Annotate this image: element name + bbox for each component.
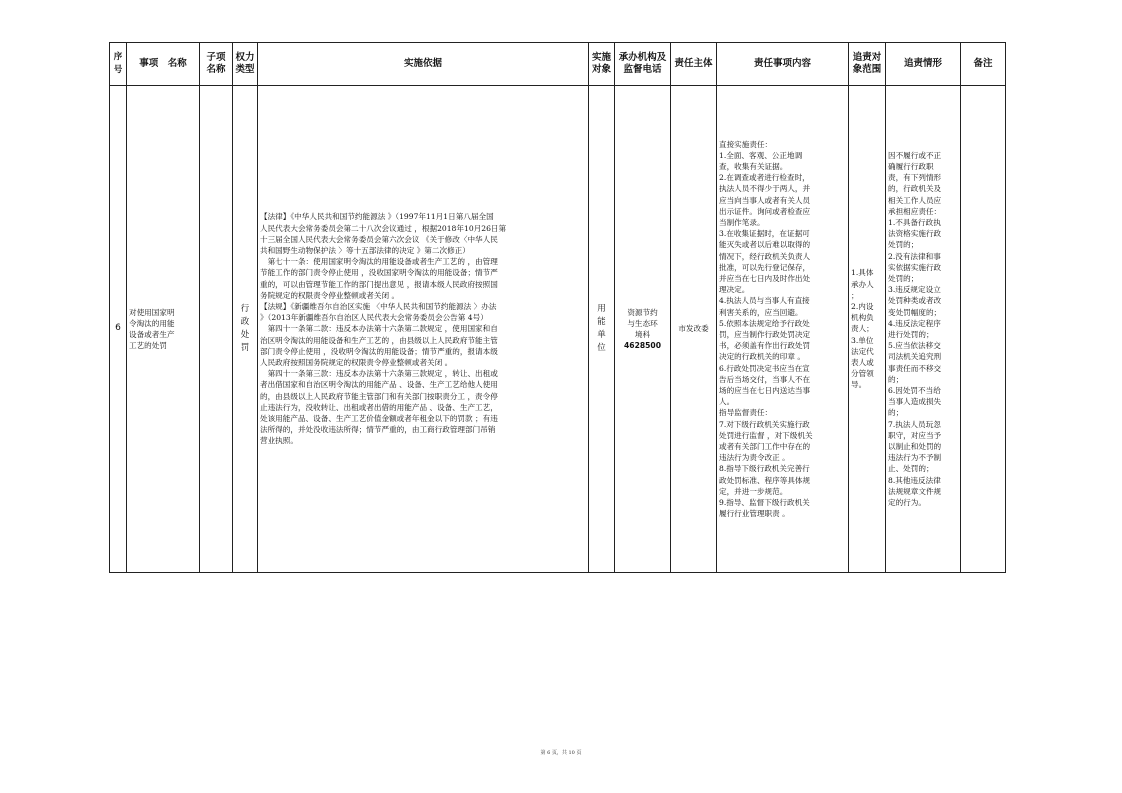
header-remark: 备注	[961, 43, 1006, 86]
content-line: 直接实施责任：	[719, 139, 773, 149]
basis-line: 重的，可以由管理节能工作的部门提出意见 ，报请本级人民政府按照国	[260, 279, 498, 289]
circumstances-line: 责，有下列情形	[888, 173, 942, 183]
circumstances-line: 因不履行或不正	[888, 150, 942, 160]
header-basis: 实施依据	[258, 43, 589, 86]
circumstances-line: 4.违反法定程序	[888, 318, 941, 328]
basis-line: 人民政府按照国务院规定的权限责令停业整顿或者关闭 。	[260, 358, 453, 367]
content-line: 9.指导、监督下级行政机关	[719, 498, 810, 508]
circumstances-line: 2.没有法律和事	[888, 251, 941, 261]
circumstances-line: 以制止和处罚的	[888, 442, 942, 452]
header-content: 责任事项内容	[717, 43, 849, 86]
content-line: 8.指导下级行政机关完善行	[719, 464, 810, 474]
basis-line: 》（2013年新疆维吾尔自治区人民代表大会常务委员会公告第 4号）	[260, 313, 488, 323]
basis-line: 十三届全国人民代表大会常务委员会第六次会议 《关于修改〈中华人民	[260, 234, 498, 244]
cell-agency	[615, 86, 671, 573]
circumstances-line: 5.应当依法移交	[888, 341, 941, 351]
cell-subject: 市发改委	[671, 86, 717, 573]
item-name-line: 对使用国家明	[129, 307, 175, 317]
content-line: 出示证件。询问或者检查应	[719, 206, 811, 216]
content-line: 指导监督责任：	[719, 408, 773, 418]
cell-remark	[961, 86, 1006, 573]
circumstances-line: 法规规章文件规	[888, 486, 942, 496]
content-line: 定，并进一步规范。	[719, 486, 788, 496]
table-row	[110, 86, 1006, 573]
basis-line: 【法规】《新疆维吾尔自治区实施 〈中华人民共和国节约能源法 〉办法	[260, 301, 497, 311]
scope-line: 表人或	[851, 358, 874, 367]
circumstances-line: 司法机关追究刑	[888, 352, 942, 362]
circumstances-line: 的；	[888, 374, 904, 384]
basis-line: 人民代表大会常务委员会第二十八次会议通过 ，根据2018年10月26日第	[260, 223, 507, 233]
agency-text	[615, 307, 670, 341]
circumstances-line: 3.违反规定设立	[888, 285, 941, 295]
basis-line: 第四十一条第二款：违反本办法第十六条第二款规定 ，使用国家和自	[260, 324, 498, 334]
content-line: 场的应当在七日内送达当事	[719, 386, 811, 396]
agency-phone: 4628500	[624, 341, 661, 351]
header-target: 实施对象	[589, 43, 615, 86]
circumstances-line: 职守，对应当予	[888, 430, 942, 440]
content-line: 并应当在七日内及时作出处	[719, 273, 811, 283]
circumstances-text	[886, 150, 960, 509]
content-text	[717, 139, 848, 520]
scope-line: ；	[851, 290, 859, 300]
circumstances-line: 处罚的；	[888, 273, 919, 283]
basis-line: 【法律】《中华人民共和国节约能源法 》（1997年11月1日第八届全国	[260, 212, 494, 222]
circumstances-line: 当事人造成损失	[888, 397, 942, 407]
circumstances-line: 进行处罚的；	[888, 330, 934, 339]
content-line: 或者有关部门工作中存在的	[719, 442, 811, 452]
basis-line: 第七十一条：使用国家明令淘汰的用能设备或者生产工艺的 ，由管理	[260, 257, 498, 267]
item-name-line: 工艺的处罚	[129, 341, 167, 351]
agency-line: 境科	[634, 330, 651, 339]
header-scope: 追责对象范围	[849, 43, 886, 86]
scope-line: 分管领	[851, 369, 874, 379]
header-subject: 责任主体	[671, 43, 717, 86]
circumstances-line: 承担相应责任：	[888, 206, 942, 216]
content-line: 人。	[719, 397, 735, 407]
basis-line: 的，由县级以上人民政府节能主管部门和有关部门按职责分工 ，责令停	[260, 391, 498, 401]
cell-target: 用能单位	[589, 86, 615, 573]
content-line: 政处罚标准、程序等具体规	[719, 475, 811, 485]
scope-line: 法定代	[851, 346, 874, 356]
scope-line: 3.单位	[851, 335, 874, 345]
scope-line: 责人；	[851, 324, 874, 334]
responsibility-table	[109, 42, 1006, 573]
basis-line: 处该用能产品、设备、生产工艺价值金额或者年租金以下的罚款 ；有违	[260, 414, 498, 424]
content-line: 5.依照本法规定给予行政处	[719, 318, 810, 328]
item-name-line: 令淘汰的用能	[129, 318, 175, 328]
circumstances-line: 1.不具备行政执	[888, 217, 941, 227]
circumstances-line: 止、处罚的；	[888, 464, 934, 474]
circumstances-line: 变处罚幅度的；	[888, 307, 942, 317]
content-line: 批准，可以先行登记保存，	[719, 262, 811, 272]
content-line: 履行行业管理职责 。	[719, 509, 790, 519]
basis-text	[258, 211, 588, 446]
basis-line: 治区明令淘汰的用能设备和生产工艺的 ，由县级以上人民政府节能主管	[260, 335, 498, 345]
circumstances-line: 8.其他违反法律	[888, 475, 941, 485]
basis-line: 节能工作的部门责令停止使用 ，没收国家明令淘汰的用能设备；情节严	[260, 268, 498, 278]
content-line: 查，收集有关证据。	[719, 161, 788, 171]
scope-line: 机构负	[851, 313, 874, 323]
cell-item-name	[127, 86, 200, 573]
header-item-name: 事项 名称	[127, 43, 200, 86]
content-line: 书，必须盖有作出行政处罚	[719, 341, 811, 351]
cell-basis	[258, 86, 589, 573]
circumstances-line: 事责任而不移交	[888, 363, 942, 373]
scope-line: 承办人	[851, 279, 874, 289]
header-agency: 承办机构及监督电话	[615, 43, 671, 86]
scope-line: 1.具体	[851, 268, 874, 278]
basis-line: 营业执照。	[260, 436, 298, 446]
circumstances-line: 处罚的；	[888, 240, 919, 250]
cell-scope	[849, 86, 886, 573]
circumstances-line: 相关工作人员应	[888, 195, 942, 205]
agency-line: 资源节约	[627, 307, 658, 317]
header-sub-item-name: 子项名称	[200, 43, 233, 86]
content-line: 应当向当事人或者有关人员	[719, 195, 811, 205]
circumstances-line: 6.因处罚不当给	[888, 386, 941, 396]
content-line: 处罚进行监督 ，对下级机关	[719, 430, 813, 440]
scope-line: 2.内设	[851, 301, 874, 311]
cell-content	[717, 86, 849, 573]
cell-sub-item-name	[200, 86, 233, 573]
circumstances-line: 法资格实施行政	[888, 229, 942, 239]
content-line: 当制作笔录。	[719, 217, 765, 227]
header-row	[110, 43, 1006, 86]
circumstances-line: 的；	[888, 408, 904, 418]
content-line: 4.执法人员与当事人有直接	[719, 296, 810, 306]
content-line: 能灭失或者以后难以取得的	[719, 240, 811, 250]
content-line: 告后当场交付，当事人不在	[719, 374, 811, 384]
basis-line: 第四十一条第三款：违反本办法第十六条第三款规定 ，转让、出租或	[260, 369, 498, 379]
content-line: 2.在调查或者进行检查时，	[719, 173, 810, 183]
basis-line: 部门责令停止使用 ，没收明令淘汰的用能设备；情节严重的，报请本级	[260, 346, 498, 356]
header-power-type: 权力类型	[233, 43, 258, 86]
content-line: 6.行政处罚决定书应当在宣	[719, 363, 810, 373]
content-line: 理决定。	[719, 285, 750, 295]
content-line: 7.对下级行政机关实施行政	[719, 419, 810, 429]
item-name-text	[127, 307, 199, 352]
content-line: 执法人员不得少于两人，并	[719, 184, 811, 194]
content-line: 违法行为责令改正 。	[719, 453, 790, 463]
content-line: 罚，应当制作行政处罚决定	[719, 330, 811, 339]
item-name-line: 设备或者生产	[129, 330, 175, 339]
basis-line: 共和国野生动物保护法 〉等十五部法律的决定 》第二次修正）	[260, 245, 470, 255]
scope-line: 导。	[851, 380, 867, 390]
content-line: 1.全面、客观、公正地调	[719, 150, 803, 160]
circumstances-line: 7.执法人员玩忽	[888, 419, 941, 429]
basis-line: 止违法行为，没收转让、出租或者出借的用能产品 、设备、生产工艺，	[260, 402, 498, 412]
cell-circumstances	[886, 86, 961, 573]
content-line: 3.在收集证据时，在证据可	[719, 229, 810, 239]
agency-line: 与生态环	[627, 318, 658, 328]
circumstances-line: 处罚种类或者改	[888, 296, 942, 306]
circumstances-line: 定的行为。	[888, 498, 926, 508]
content-line: 情况下，经行政机关负责人	[719, 251, 811, 261]
header-circumstances: 追责情形	[886, 43, 961, 86]
cell-power-type: 行政处罚	[233, 86, 258, 573]
header-seq: 序号	[110, 43, 127, 86]
basis-line: 务院规定的权限责令停业整顿或者关闭 。	[260, 290, 400, 300]
basis-line: 者出借国家和自治区明令淘汰的用能产品 、设备、生产工艺给他人使用	[260, 380, 498, 390]
circumstances-line: 实依据实施行政	[888, 262, 942, 272]
circumstances-line: 的，行政机关及	[888, 184, 942, 194]
content-line: 利害关系的，应当回避。	[719, 307, 803, 317]
scope-text	[849, 267, 885, 390]
page-number: 第 6 页，共 10 页	[540, 750, 582, 756]
circumstances-line: 确履行行政职	[888, 161, 934, 171]
circumstances-line: 违法行为不予制	[888, 453, 942, 463]
cell-seq: 6	[110, 86, 127, 573]
content-line: 决定的行政机关的印章 。	[719, 352, 805, 362]
basis-line: 法所得的，并处没收违法所得；情节严重的，由工商行政管理部门吊销	[260, 425, 496, 435]
